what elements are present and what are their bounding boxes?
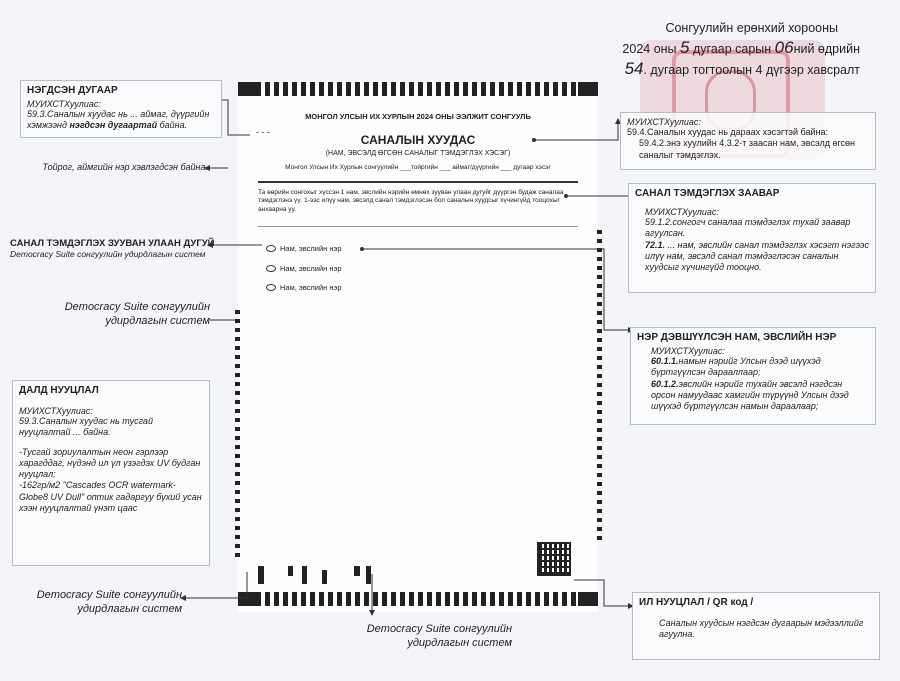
ballot-election-title: МОНГОЛ УЛСЫН ИХ ХУРЛЫН 2024 ОНЫ ЭЭЛЖИТ СОНГУУЛЬ <box>305 112 531 121</box>
handwritten-number: 54 <box>624 59 644 78</box>
party-option-1[interactable]: Нам, эвслийн нэр <box>266 244 342 253</box>
privacy-box: ДАЛД НУУЦЛАЛ МУИХСТХуулиас: 59.3.Саналын хуудас нь тусгай нууцлалтай ... байна. -Тусгай зориулалтын неон гэрлээр харагддаг, нүдэнд ил үл үзэгдэх UV будган нууцлал; -162гр/м2 "Cascades OCR watermark-Globe8 UV Dull" оптик гадаргуу бүхий усан хээн нууцлалтай үнэт цаас <box>12 380 210 566</box>
democracy-suite-left: Democracy Suite сонгуулийн удирдлагын систем <box>64 301 210 328</box>
header-line2: 2024 оны 5 дугаар сарын 06ний өдрийн <box>622 38 860 57</box>
ballot-subtitle: (НАМ, ЭВСЭЛД ӨГСӨН САНАЛЫГ ТЭМДЭГЛЭХ ХЭСЭГ) <box>325 150 511 157</box>
header-line3: 54. дугаар тогтоолын 4 дүгээр хавсралт <box>624 59 860 78</box>
header-line1: Сонгуулийн ерөнхий хорооны <box>665 21 838 35</box>
ballot-instruction: Та өөрийн сонгохыг хүссэн 1 нам, эвслийн нэрийн өмнөх зууван улаан дугуйг дүүргэн будаж саналаа тэмдэглэнэ үү. 1-ээс илүү нам, эвсэлд санал тэмдэглэсэн бол саналын хуудсыг хүчингүйд тооцохыг анхаарна уу. <box>258 189 564 213</box>
district-note: Тойрог, аймгийн нэр хэвлэгдсэн байна. <box>42 162 208 172</box>
handwritten-day: 06 <box>774 38 794 57</box>
democracy-suite-bottom: Democracy Suite сонгуулийн удирдлагын систем <box>366 623 512 650</box>
ballot-district-line: Монгол Улсын Их Хурлын сонгуулийн ___тойргийн ___ аймаг/дүүргийн ___ дугаар хэсэг <box>285 164 551 171</box>
vote-instruction-box: САНАЛ ТЭМДЭГЛЭХ ЗААВАР МУИХСТХуулиас: 59.1.2.сонгогч саналаа тэмдэглэх тухай заавар агуулсан. 72.1. ... нам, эвслийн санал тэмдэглэх хэсэгт нэгээс илүү нам, эвсэлд санал тэмдэглэсэн саналын хуудсыг хүчингүйд тооцно. <box>628 183 876 293</box>
party-option-3[interactable]: Нам, эвслийн нэр <box>266 283 342 292</box>
candidate-name-box: НЭР ДЭВШҮҮЛСЭН НАМ, ЭВСЛИЙН НЭР МУИХСТХуулиас: 60.1.1.намын нэрийг Улсын дээд шүүхэд бүртгүүлсэн дарааллаар; 60.1.2.эвслийн нэрийг тухайн эвсэлд нэгдсэн орсон намуудаас хамгийн түрүүнд Улсын дээд шүүхэд бүртгүүлсэн намын дараалаар; <box>630 327 876 425</box>
handwritten-month: 5 <box>680 38 690 57</box>
serial-number-box: НЭГДСЭН ДУГААР МУИХСТХуулиас: 59.3.Саналын хуудас нь ... аймаг, дүүргийн хэмжээнд нэгдсэн дугаартай байна. <box>20 80 222 138</box>
ballot-sections-box: МУИХСТХуулиас: 59.4.Саналын хуудас нь дараах хэсэгтэй байна: 59.4.2.энэ хуулийн 4.3.2-т заасан нам, эвсэлд өгсөн саналыг тэмдэглэх. <box>620 112 876 170</box>
party-option-2[interactable]: Нам, эвслийн нэр <box>266 264 342 273</box>
oval-annotation: САНАЛ ТЭМДЭГЛЭХ ЗУУВАН УЛААН ДУГУЙ Democracy Suite сонгуулийн удирдлагын систем <box>10 238 215 259</box>
qr-privacy-box: ИЛ НУУЦЛАЛ / QR код / Саналын хуудсын нэгдсэн дугаарын мэдээллийг агуулна. <box>632 592 880 660</box>
ballot-dashes: - - - <box>256 127 270 137</box>
democracy-suite-bottom-left: Democracy Suite сонгуулийн удирдлагын систем <box>36 589 182 616</box>
ballot-main-title: САНАЛЫН ХУУДАС <box>360 133 476 147</box>
